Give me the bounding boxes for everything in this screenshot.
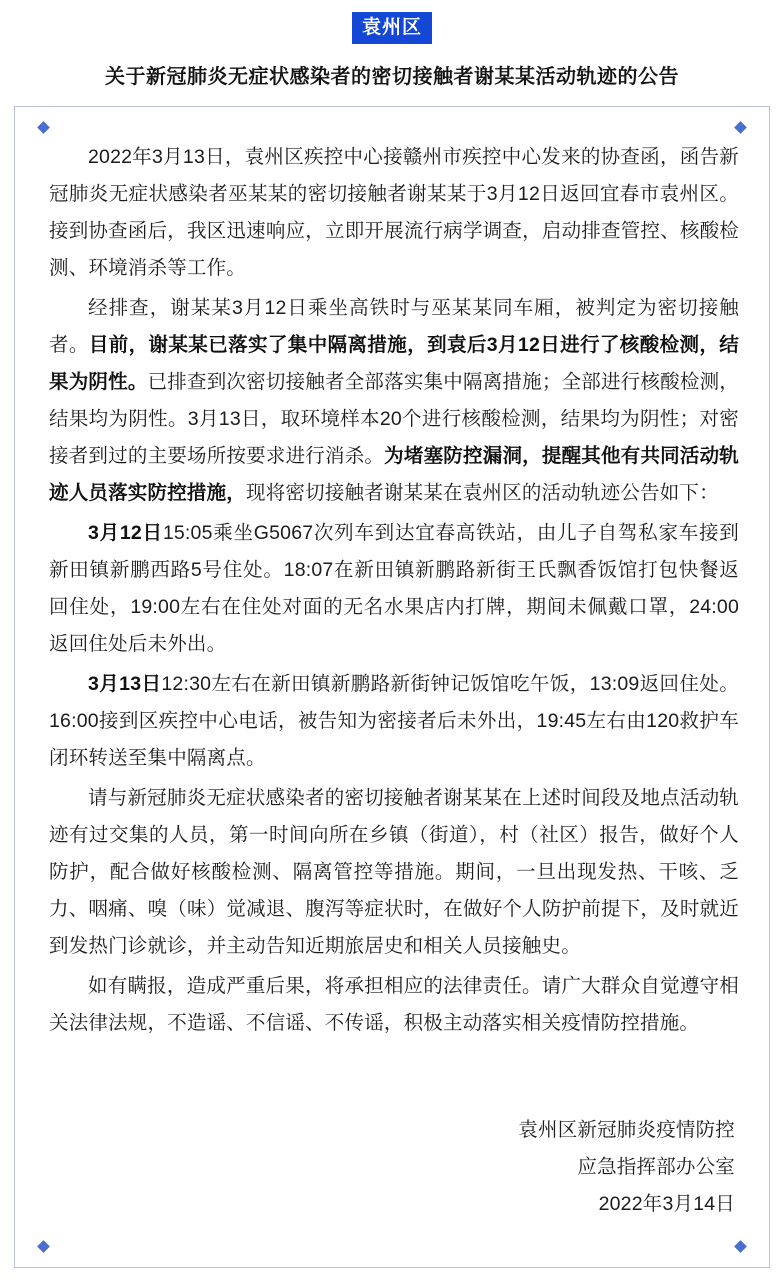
itinerary-detail-march-13: 12:30左右在新田镇新鹏路新街钟记饭馆吃午饭，13:09返回住处。16:00接到区疾控中心电话，被告知为密接者后未外出，19:45左右由120救护车闭环转送至集中隔离点。 <box>49 673 739 769</box>
diamond-ornament-bottom-left-icon <box>37 1240 50 1253</box>
signature-block <box>518 1112 735 1223</box>
investigation-highlight-isolation: 目前，谢某某已落实了集中隔离措施，到袁后3月12日进行了核酸检测，结果为阴性。 <box>49 334 740 393</box>
paragraph-legal-warning: 如有瞒报，造成严重后果，将承担相应的法律责任。请广大群众自觉遵守相关法律法规，不造谣、不信谣、不传谣，积极主动落实相关疫情防控措施。 <box>49 975 739 1034</box>
investigation-highlight-prevention: 为堵塞防控漏洞，提醒其他有共同活动轨迹人员落实防控措施， <box>49 445 739 504</box>
itinerary-detail-march-12: 15:05乘坐G5067次列车到达宜春高铁站，由儿子自驾私家车接到新田镇新鹏西路5号住处。18:07在新田镇新鹏路新街王氏飘香饭馆打包快餐返回住处，19:00左右在住处对面的无名水果店内打牌，期间未佩戴口罩，24:00返回住处后未外出。 <box>49 522 739 655</box>
paragraph-public-advisory: 请与新冠肺炎无症状感染者的密切接触者谢某某在上述时间段及地点活动轨迹有过交集的人员，第一时间向所在乡镇（街道），村（社区）报告，做好个人防护，配合做好核酸检测、隔离管控等措施。期间，一旦出现发热、干咳、乏力、咽痛、嗅（味）觉减退、腹泻等症状时，在做好个人防护前提下，及时就近到发热门诊就诊，并主动告知近期旅居史和相关人员接触史。 <box>49 787 739 957</box>
document-body <box>49 139 739 1045</box>
itinerary-date-march-12: 3月12日 <box>88 522 163 544</box>
page-title: 关于新冠肺炎无症状感染者的密切接触者谢某某活动轨迹的公告 <box>105 66 679 88</box>
diamond-ornament-top-right-icon <box>734 121 747 134</box>
itinerary-march-13 <box>49 666 739 777</box>
content-frame <box>14 106 770 1268</box>
itinerary-date-march-13: 3月13日 <box>88 673 162 695</box>
investigation-text-tail: 现将密切接触者谢某某在袁州区的活动轨迹公告如下： <box>246 482 719 504</box>
signature-organization: 袁州区新冠肺炎疫情防控 <box>518 1119 735 1141</box>
itinerary-march-12 <box>49 515 739 663</box>
signature-office: 应急指挥部办公室 <box>577 1156 735 1178</box>
signature-date: 2022年3月14日 <box>598 1193 735 1215</box>
district-badge: 袁州区 <box>352 12 432 44</box>
diamond-ornament-bottom-right-icon <box>734 1240 747 1253</box>
paragraph-investigation <box>49 290 739 512</box>
investigation-text-mid: 已排查到次密切接触者全部落实集中隔离措施；全部进行核酸检测，结果均为阴性。3月13日，取环境样本20个进行核酸检测，结果均为阴性；对密接者到过的主要场所按要求进行消杀。 <box>49 371 739 467</box>
document-header <box>0 0 784 91</box>
paragraph-notification: 2022年3月13日，袁州区疾控中心接赣州市疾控中心发来的协查函，函告新冠肺炎无症状感染者巫某某的密切接触者谢某某于3月12日返回宜春市袁州区。接到协查函后，我区迅速响应，立即开展流行病学调查，启动排查管控、核酸检测、环境消杀等工作。 <box>49 146 739 279</box>
investigation-text-lead: 经排查，谢某某3月12日乘坐高铁时与巫某某同车厢，被判定为密切接触者。 <box>49 297 739 356</box>
diamond-ornament-top-left-icon <box>37 121 50 134</box>
